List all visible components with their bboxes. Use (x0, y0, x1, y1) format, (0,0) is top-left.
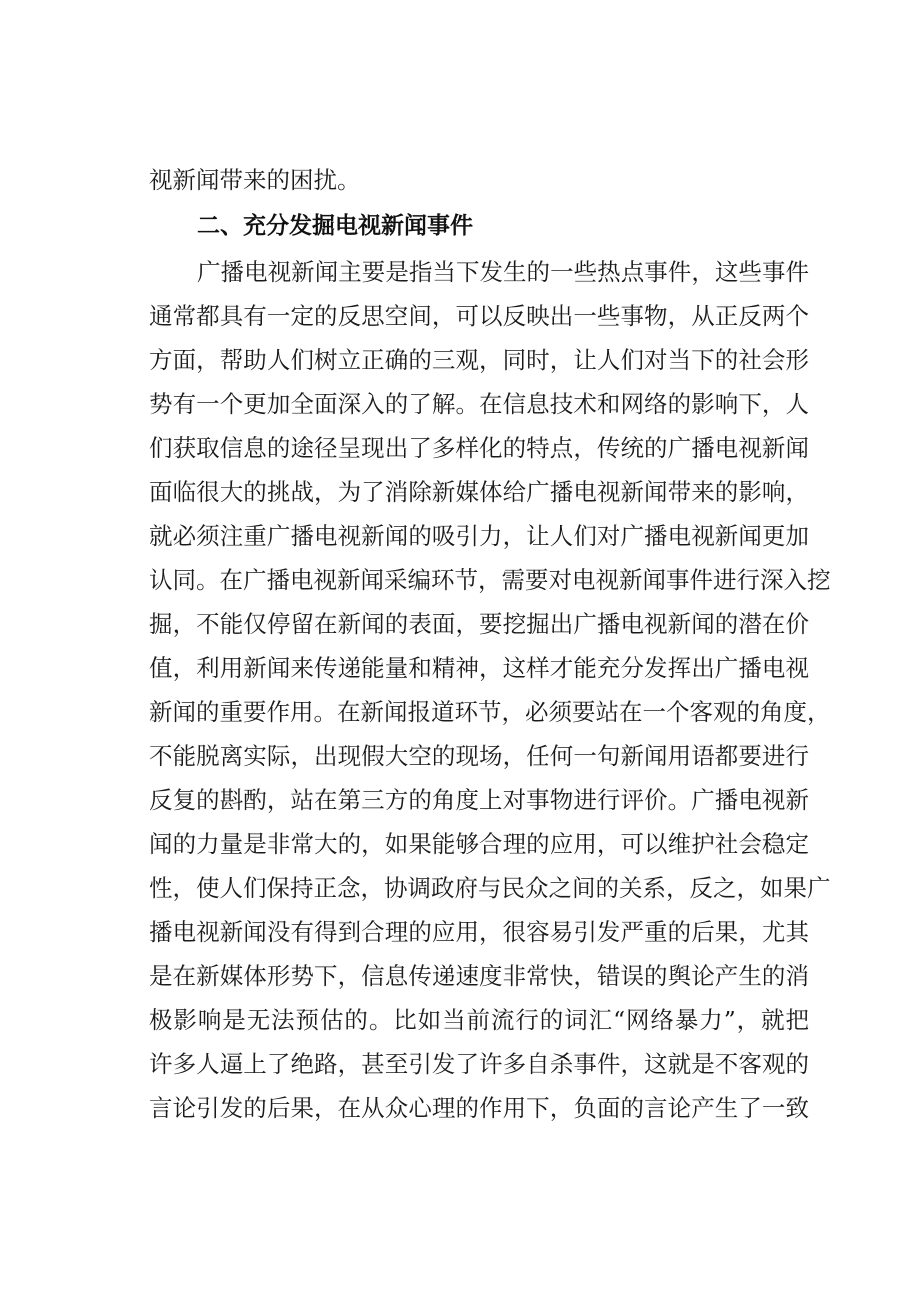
paragraph-line: 掘，不能仅停留在新闻的表面，要挖掘出广播电视新闻的潜在价 (149, 610, 809, 638)
paragraph-line: 不能脱离实际，出现假大空的现场，任何一句新闻用语都要进行 (149, 742, 809, 770)
paragraph-line: 就必须注重广播电视新闻的吸引力，让人们对广播电视新闻更加 (149, 522, 809, 550)
paragraph-line: 许多人逼上了绝路，甚至引发了许多自杀事件，这就是不客观的 (149, 1050, 809, 1078)
section-heading: 二、充分发掘电视新闻事件 (197, 213, 473, 239)
paragraph-line: 们获取信息的途径呈现出了多样化的特点，传统的广播电视新闻 (149, 434, 809, 462)
paragraph-fragment: 视新闻带来的困扰。 (149, 166, 361, 194)
paragraph-line: 面临很大的挑战，为了消除新媒体给广播电视新闻带来的影响， (149, 478, 809, 506)
paragraph-line: 广播电视新闻主要是指当下发生的一些热点事件，这些事件 (197, 258, 809, 286)
paragraph-line: 言论引发的后果，在从众心理的作用下，负面的言论产生了一致 (149, 1094, 809, 1122)
paragraph-line: 是在新媒体形势下，信息传递速度非常快，错误的舆论产生的消 (149, 962, 809, 990)
paragraph-line: 播电视新闻没有得到合理的应用，很容易引发严重的后果，尤其 (149, 918, 809, 946)
paragraph-line: 认同。在广播电视新闻采编环节，需要对电视新闻事件进行深入挖 (149, 566, 831, 594)
paragraph-line: 值，利用新闻来传递能量和精神，这样才能充分发挥出广播电视 (149, 654, 809, 682)
paragraph-line: 性，使人们保持正念，协调政府与民众之间的关系，反之，如果广 (149, 874, 831, 902)
paragraph-line: 势有一个更加全面深入的了解。在信息技术和网络的影响下，人 (149, 390, 809, 418)
paragraph-line: 反复的斟酌，站在第三方的角度上对事物进行评价。广播电视新 (149, 786, 809, 814)
paragraph-line: 通常都具有一定的反思空间，可以反映出一些事物，从正反两个 (149, 302, 809, 330)
paragraph-line: 新闻的重要作用。在新闻报道环节，必须要站在一个客观的角度， (149, 698, 831, 726)
paragraph-line: 闻的力量是非常大的，如果能够合理的应用，可以维护社会稳定 (149, 830, 809, 858)
paragraph-line: 极影响是无法预估的。比如当前流行的词汇“网络暴力”，就把 (149, 1006, 809, 1034)
paragraph-line: 方面，帮助人们树立正确的三观，同时，让人们对当下的社会形 (149, 346, 809, 374)
